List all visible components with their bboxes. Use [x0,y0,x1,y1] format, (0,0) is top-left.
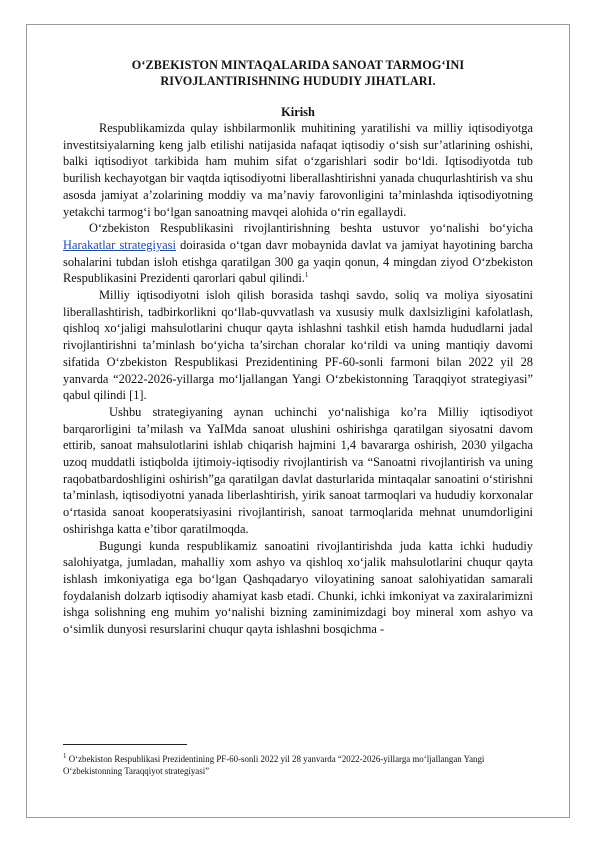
footnote-text: O‘zbekiston Respublikasi Prezidentining PF-60-sonli 2022 yil 28 yanvarda “2022-2026-yillarga mo‘ljallangan Yangi O‘zbekistonning Taraqqiyot strategiyasi” [63,754,485,776]
page-body [63,57,533,638]
paragraph-2-text-start: O‘zbekiston Respublikasini rivojlantirishning beshta ustuvor yo‘nalishi bo‘yicha [89,221,533,236]
paragraph-3: Milliy iqtisodiyotni isloh qilish borasida tashqi savdo, soliq va moliya siyosatini liberallashtirish, tadbirkorlikni qo‘llab-quvvatlash va xususiy mulk daxlsizligini kafolatlash, qishloq xo‘jaligi mahsulotlarini chuqur qayta ishlashni tashkil etish hamda hududlarni jadal rivojlantirishni ta’minlash bo‘yicha ta’sirchan choralar ko‘rildi va uning mantiqiy davomi sifatida O‘zbekiston Respublikasi Prezidentining PF-60-sonli farmoni bilan 2022 yil 28 yanvarda “2022-2026-yillarga mo‘ljallangan Yangi O‘zbekistonning Taraqqiyot strategiyasi” qabul qilindi [1]. [63,288,533,403]
footnote [63,753,533,777]
document-title [63,57,533,89]
harakatlar-strategiyasi-link[interactable]: Harakatlar strategiyasi [63,237,176,252]
paragraph-4: Ushbu strategiyaning aynan uchinchi yo‘nalishiga ko’ra Milliy iqtisodiyot barqarorligini ta’milash va YaIMda sanoat ulushini oshirishga qaratilgan siyosatni davom ettirib, sanoat mahsulotlarini ishlab chiqarish hajmini 1,4 bavararga oshirish, 2030 yilgacha uzoq muddatli istiqbolda ijtimoiy-iqtisodiy rivojlantirish va “Sanoatni rivojlantirish va uning raqobatbardoshligini oshirish”ga qaratilgan davlat dasturlarida mintaqalar sanoatini o‘stirishni ta’minlash, iqtisodiyotni yanada liberlashtirish, yirik sanoat tarmoqlari va hududiy korxonalar o‘rtasida sanoat kooperatsiyasini rivojlantirish, sanoat tarmoqlarida mehnat unumdorligini oshirishga katta e’tibor qaratilmoqda. [63,404,533,536]
paragraph-5: Bugungi kunda respublikamiz sanoatini rivojlantirishda juda katta ichki hududiy salohiyatga, jumladan, mahalliy xom ashyo va qishloq xo‘jalik mahsulotlarini chuqur qayta ishlash imkoniyatiga ega bo‘lgan Qashqadaryo viloyatining sanoat salohiyatidan samarali foydalanish dolzarb iqtisodiy ahamiyat kasb etadi. Chunki, ichki imkoniyat va zaxiralarimizni ishga solishning eng muhim yo‘nalishi bizning zaminimizdagi boy mineral xom ashyo va o‘simlik dunyosi resurslarini chuqur qayta ishlashni bosqichma - [63,538,533,637]
section-heading: Kirish [281,105,315,119]
title-line-2: RIVOJLANTIRISHNING HUDUDIY JIHATLARI. [160,74,436,88]
footnote-reference[interactable]: 1 [304,271,309,280]
paragraph-1: Respublikamizda qulay ishbilarmonlik muhitining yaratilishi va milliy iqtisodiyotga investitsiyalarning keng jalb etilishi natijasida nafaqat iqtisodiy o‘sish sur’atlarining oshishi, balki iqtisodiyot tarkibida ham muhim sifat o‘zgarishlari sodir bo‘ldi. Iqtisodiyotda tub burilish kechayotgan bir vaqtda iqtisodiyotni liberallashtirishni yanada chuqurlashtirish va shu asosda jamiyat a’zolarining moddiy va ma’naviy farovonligini ta’minlashda iqtisodiyotning yetakchi tarmog‘i bo‘lgan sanoatning mavqei alohida o‘rin egallaydi. [63,121,533,219]
paragraph-2 [63,220,533,287]
footnote-number: 1 [63,752,67,761]
title-line-1: O‘ZBEKISTON MINTAQALARIDA SANOAT TARMOG‘INI [131,58,465,72]
paragraph-2-text-end: doirasida o‘tgan davr mobaynida davlat va jamiyat hayotining barcha sohalarini tubdan isloh etishga qaratilgan 300 ga yaqin qonun, 4 mingdan ziyod O‘zbekiston Respublikasini Prezidenti qarorlari qabul qilindi. [63,237,534,286]
footnote-separator [63,744,187,745]
